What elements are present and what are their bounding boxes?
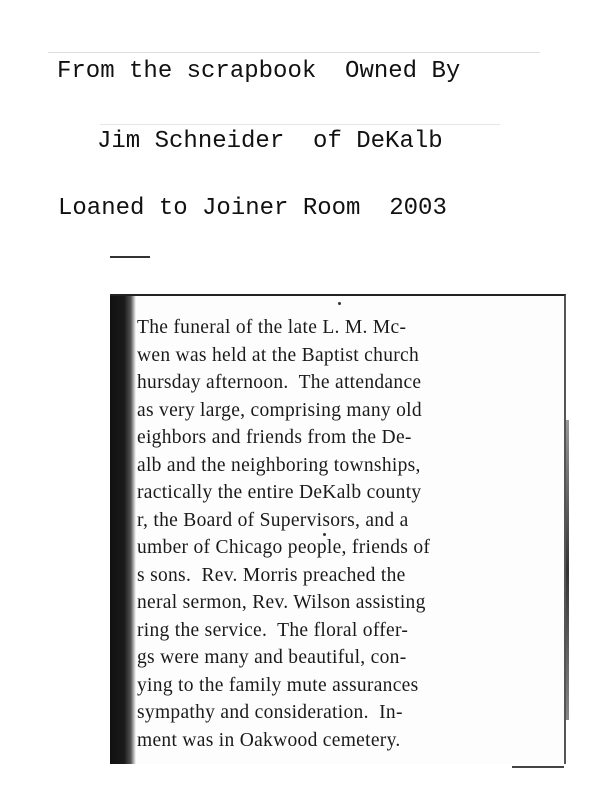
header-line-1: From the scrapbook Owned By [57,58,461,85]
clipping-line: The funeral of the late L. M. Mc- [137,317,407,338]
clipping-line: ment was in Oakwood cemetery. [137,729,401,751]
top-rule [48,52,540,53]
clipping-right-edge [566,420,569,720]
header-line-2: Jim Schneider of DeKalb [97,128,443,155]
clipping-line: umber of Chicago people, friends of [137,537,431,558]
speck [323,533,326,536]
clipping-line: as very large, comprising many old [137,399,422,421]
newspaper-clipping [110,294,566,764]
clipping-line: gs were many and beautiful, con- [137,647,407,668]
clipping-line: ying to the family mute assurances [137,674,419,696]
clipping-line: ractically the entire DeKalb county [137,482,422,503]
clipping-text [137,314,555,754]
clipping-line: ring the service. The floral offer- [137,619,409,641]
clipping-line: eighbors and friends from the De- [137,427,412,448]
middle-rule [100,124,500,125]
clipping-shadow-edge [110,296,136,764]
clipping-line: r, the Board of Supervisors, and a [137,509,409,531]
clipping-line: hursday afternoon. The attendance [137,372,422,393]
clipping-line: wen was held at the Baptist church [137,344,420,366]
speck [338,302,341,305]
clipping-line: alb and the neighboring townships, [137,454,421,476]
clipping-line: neral sermon, Rev. Wilson assisting [137,592,426,613]
clipping-bottom-edge [512,766,564,768]
header-line-3: Loaned to Joiner Room 2003 [58,195,447,222]
separator-dash [110,256,150,258]
clipping-line: sympathy and consideration. In- [137,702,403,723]
clipping-line: s sons. Rev. Morris preached the [137,564,406,586]
